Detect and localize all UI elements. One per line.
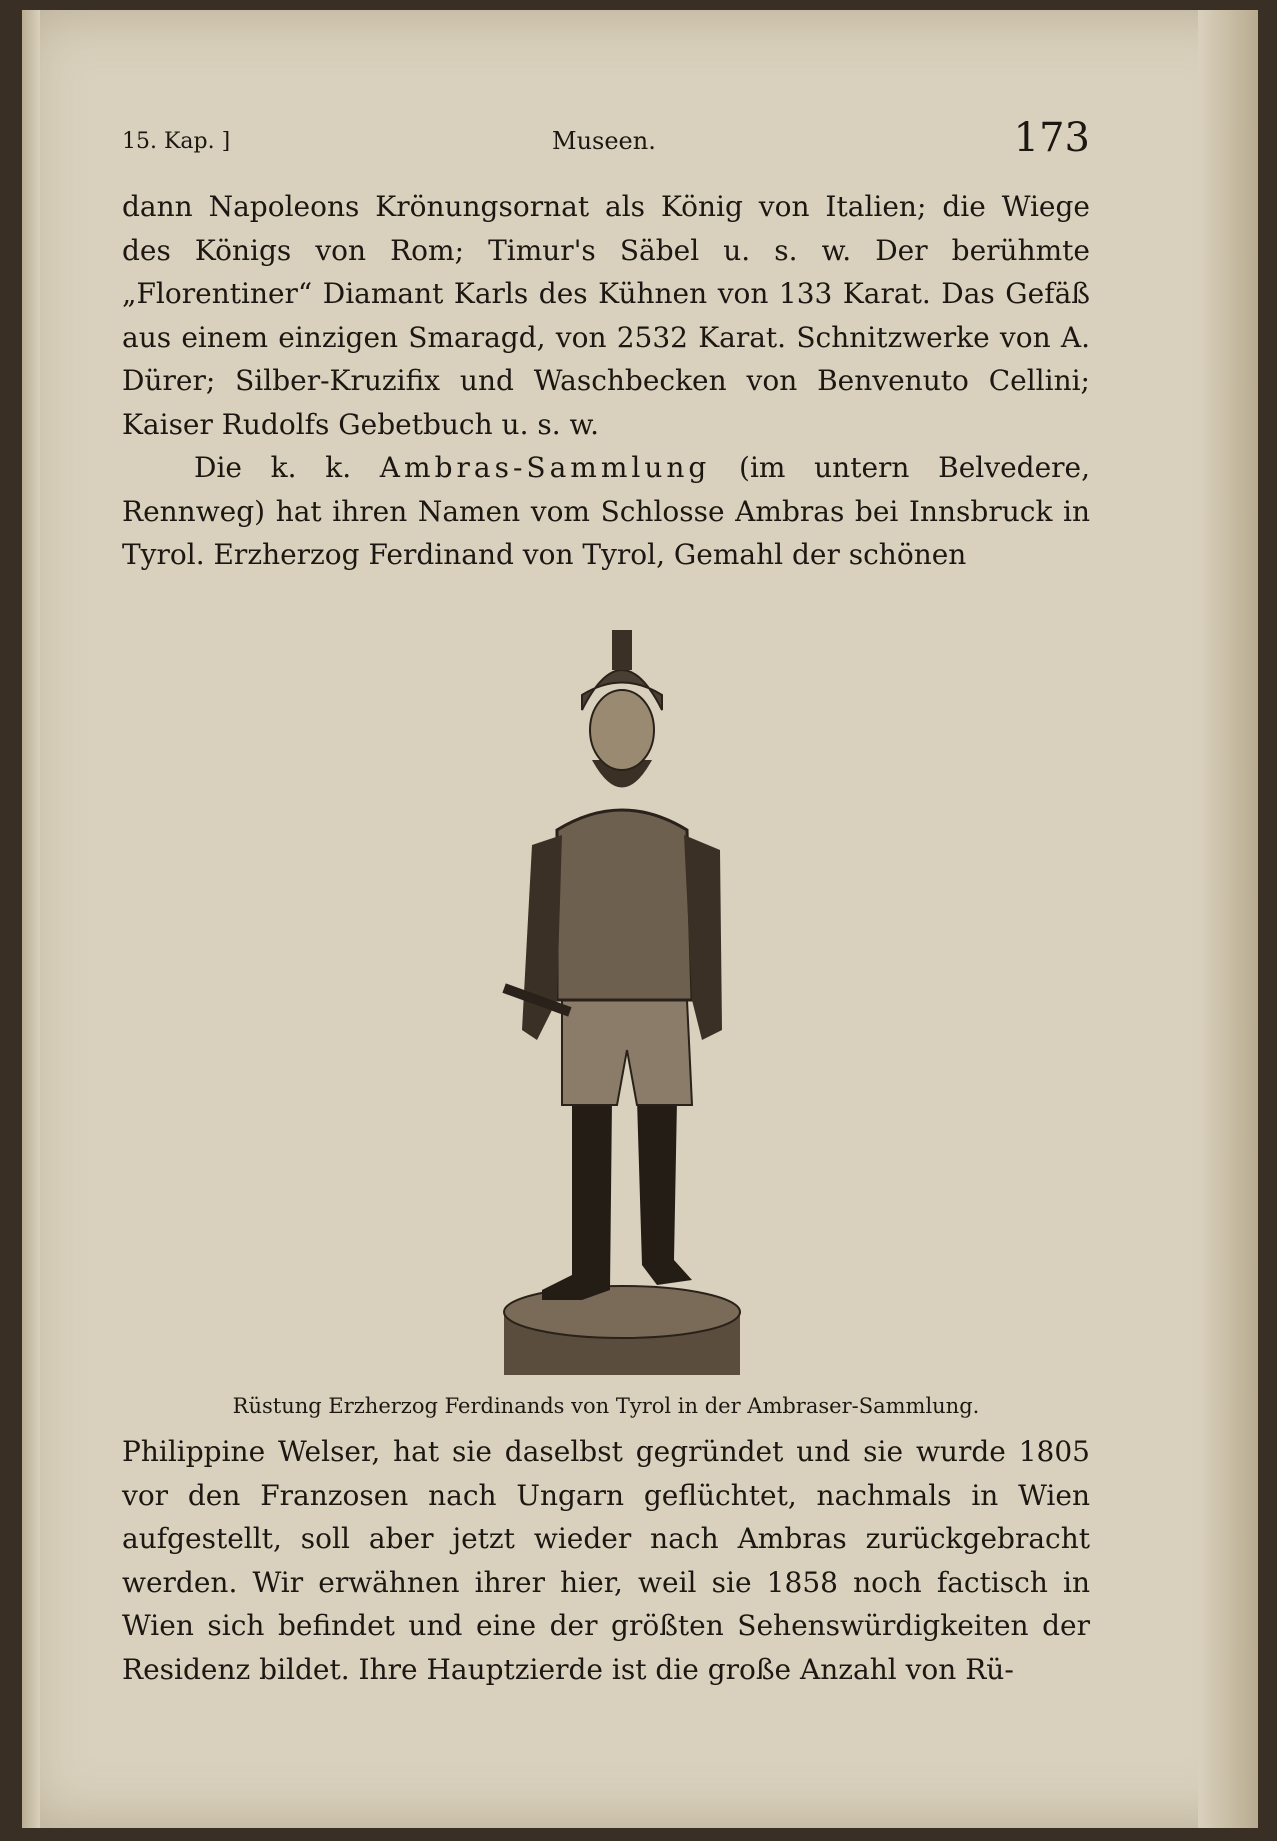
right-arm <box>684 835 722 1040</box>
figure-caption: Rüstung Erzherzog Ferdinands von Tyrol in der Ambraser-Sammlung. <box>232 1394 980 1418</box>
collection-name: Ambras-Sammlung <box>379 451 711 484</box>
left-boot <box>542 1100 612 1300</box>
pedestal-top <box>504 1286 740 1338</box>
paragraph-ambras <box>122 446 1090 577</box>
paragraph-continued: dann Napoleons Krönungsornat als König von Italien; die Wiege des Königs von Rom; Timur's Säbel u. s. w. Der berühmte „Florentiner“ Diamant Karls des Kühnen von 133 Karat. Das Gefäß aus einem einzigen Smaragd, von 2532 Karat. Schnitzwerke von A. Dürer; Silber-Kruzifix und Waschbecken von Benvenuto Cellini; Kaiser Rudolfs Gebetbuch u. s. w. <box>122 190 1090 441</box>
head <box>590 690 654 770</box>
helmet-crest <box>612 630 632 670</box>
right-boot <box>637 1100 692 1285</box>
breeches <box>562 1000 692 1105</box>
running-header <box>122 115 1090 165</box>
page-edge <box>1198 10 1258 1828</box>
paragraph-continued-bottom: Philippine Welser, hat sie daselbst gegründet und sie wurde 1805 vor den Franzosen nach Ungarn geflüchtet, nachmals in Wien aufgestellt, soll aber jetzt wieder nach Ambras zurückgebracht werden. Wir erwähnen ihrer hier, weil sie 1858 noch factisch in Wien sich befindet und eine der größten Sehenswürdigkeiten der Residenz bildet. Ihre Hauptzierde ist die große Anzahl von Rü- <box>122 1435 1090 1686</box>
cuirass <box>557 810 692 1000</box>
paragraph-lead: Die k. k. <box>194 451 380 484</box>
page-gutter <box>22 10 40 1828</box>
text-block-top <box>122 185 1090 577</box>
armor-illustration <box>462 600 782 1390</box>
paragraph-rest: (im untern Belvedere, Rennweg) hat ihren Namen vom Schlosse Ambras bei Innsbruck in Tyrol. Erzherzog Ferdinand von Tyrol, Gemahl der schönen <box>122 451 1090 571</box>
text-block-bottom <box>122 1430 1090 1691</box>
page-number: 173 <box>1013 115 1090 161</box>
chapter-reference: 15. Kap. ] <box>122 129 231 154</box>
book-page <box>22 10 1258 1828</box>
running-title: Museen. <box>552 127 656 155</box>
